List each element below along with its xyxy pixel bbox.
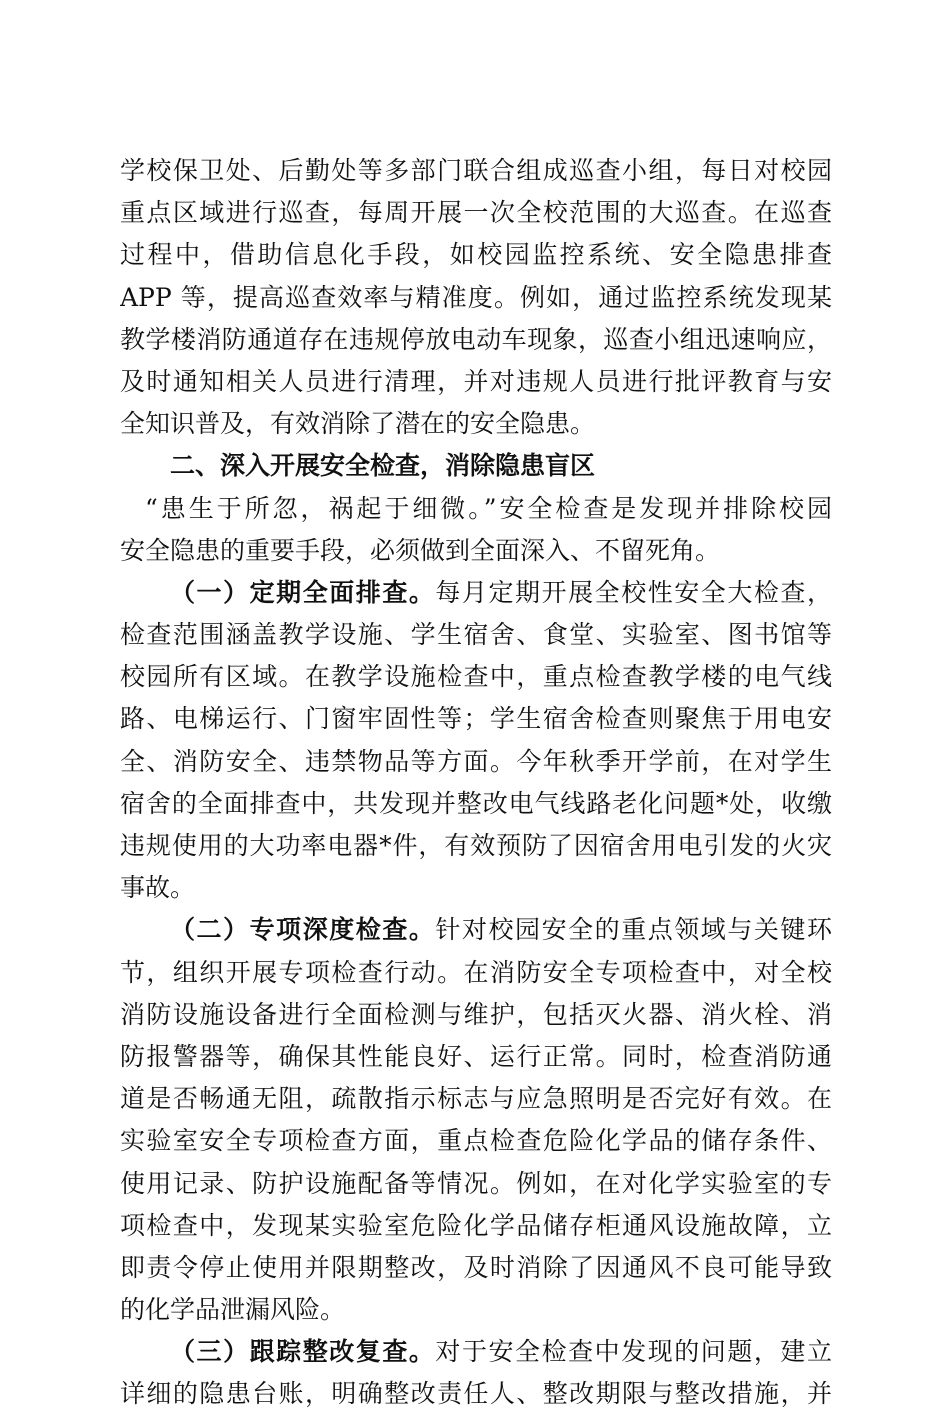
paragraph-line: 防报警器等，确保其性能良好、运行正常。同时，检查消防通 [120, 1041, 832, 1071]
paragraph-line: 即责令停止使用并限期整改，及时消除了因通风不良可能导致 [120, 1252, 832, 1282]
paragraph-line: 全、消防安全、违禁物品等方面。今年秋季开学前，在对学生 [120, 746, 832, 776]
paragraph-line: 检查范围涵盖教学设施、学生宿舍、食堂、实验室、图书馆等 [120, 620, 832, 650]
subsection-first-line [120, 572, 832, 614]
paragraph-line: 学校保卫处、后勤处等多部门联合组成巡查小组，每日对校园 [120, 156, 832, 185]
document-page [120, 150, 832, 1416]
subsection-first-line [120, 909, 832, 951]
paragraph-line: APP 等，提高巡查效率与精准度。例如，通过监控系统发现某 [120, 282, 832, 312]
subsection-title: （一）定期全面排查。 [170, 577, 436, 607]
subsection-title: （二）专项深度检查。 [170, 915, 436, 945]
paragraph-line: 重点区域进行巡查，每周开展一次全校范围的大巡查。在巡查 [120, 198, 832, 228]
subsection-text: 每月定期开展全校性安全大检查， [435, 577, 832, 607]
paragraph-line: 实验室安全专项检查方面，重点检查危险化学品的储存条件、 [120, 1126, 832, 1156]
paragraph-line: 全知识普及，有效消除了潜在的安全隐患。 [120, 409, 596, 439]
paragraph-line: 教学楼消防通道存在违规停放电动车现象，巡查小组迅速响应， [120, 324, 832, 354]
subsection-text: 对于安全检查中发现的问题，建立 [435, 1337, 832, 1367]
paragraph-line: 过程中，借助信息化手段，如校园监控系统、安全隐患排查 [120, 240, 832, 270]
paragraph-line: 及时通知相关人员进行清理，并对违规人员进行批评教育与安 [120, 366, 832, 396]
paragraph-line: 道是否畅通无阻，疏散指示标志与应急照明是否完好有效。在 [120, 1084, 832, 1114]
subsection-first-line [120, 1331, 832, 1373]
subsection-text: 针对校园安全的重点领域与关键环 [435, 915, 832, 945]
paragraph-line: 安全隐患的重要手段，必须做到全面深入、不留死角。 [120, 535, 721, 565]
paragraph-line: “患生于所忽，祸起于细微。”安全检查是发现并排除校园 [145, 493, 832, 523]
paragraph-line: 详细的隐患台账，明确整改责任人、整改期限与整改措施，并 [120, 1379, 832, 1409]
paragraph-line: 事故。 [120, 873, 196, 903]
paragraph-line: 校园所有区域。在教学设施检查中，重点检查教学楼的电气线 [120, 662, 832, 692]
paragraph-line: 项检查中，发现某实验室危险化学品储存柜通风设施故障，立 [120, 1210, 832, 1240]
section-heading: 二、深入开展安全检查，消除隐患盲区 [170, 451, 596, 481]
paragraph-line: 宿舍的全面排查中，共发现并整改电气线路老化问题*处，收缴 [120, 788, 832, 818]
paragraph-line: 的化学品泄漏风险。 [120, 1295, 346, 1325]
paragraph-line: 违规使用的大功率电器*件，有效预防了因宿舍用电引发的火灾 [120, 831, 832, 860]
paragraph-line: 节，组织开展专项检查行动。在消防安全专项检查中，对全校 [120, 957, 832, 987]
paragraph-line: 路、电梯运行、门窗牢固性等；学生宿舍检查则聚焦于用电安 [120, 704, 832, 734]
paragraph-line: 使用记录、防护设施配备等情况。例如，在对化学实验室的专 [120, 1168, 832, 1198]
paragraph-line: 消防设施设备进行全面检测与维护，包括灭火器、消火栓、消 [120, 999, 832, 1029]
subsection-title: （三）跟踪整改复查。 [170, 1337, 436, 1367]
